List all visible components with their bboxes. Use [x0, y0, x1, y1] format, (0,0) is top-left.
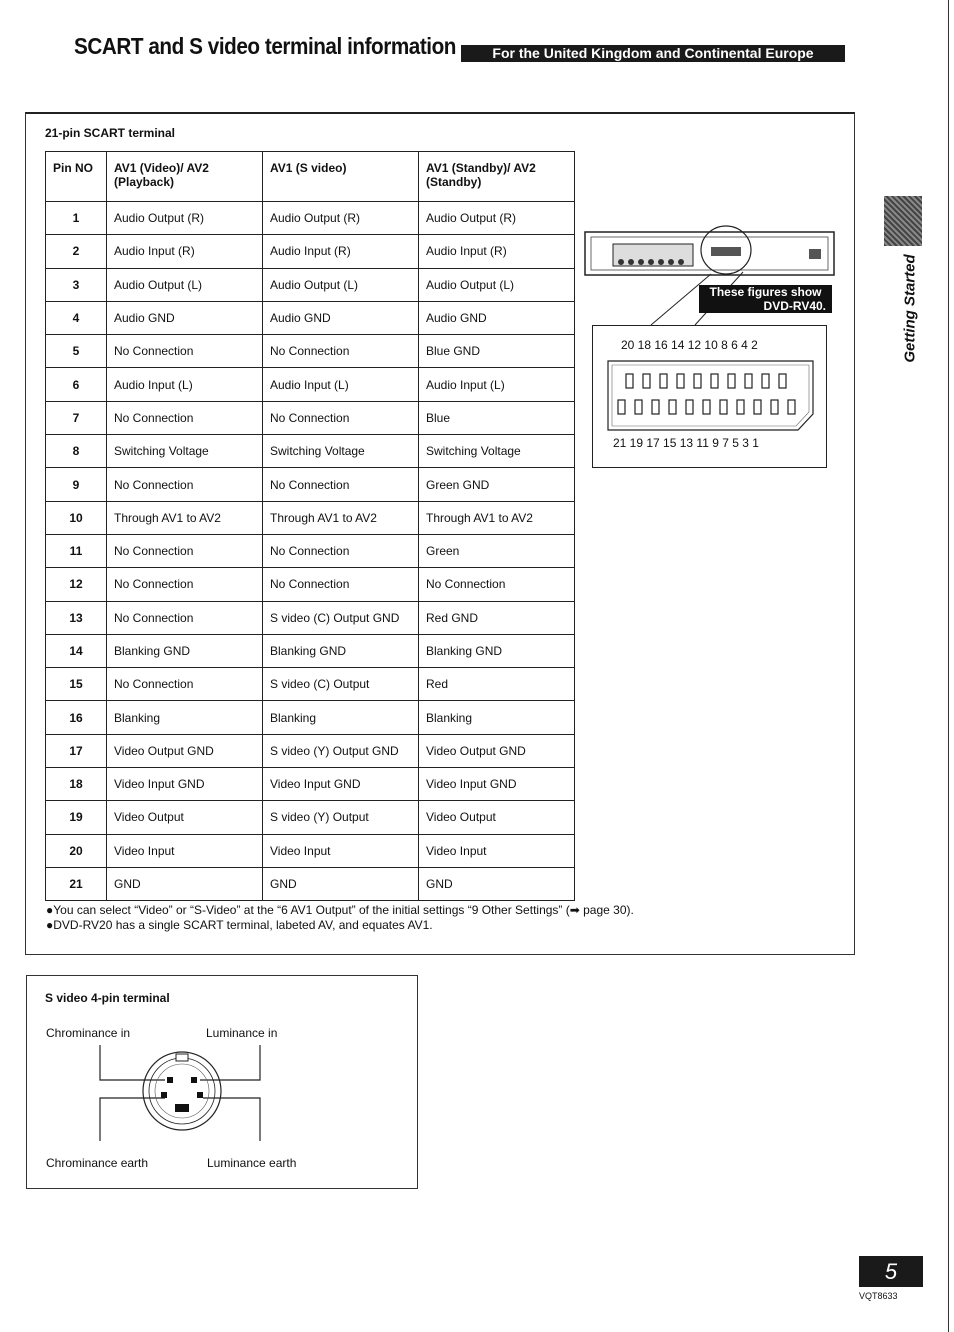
table-cell: Blue GND	[419, 335, 575, 368]
table-row	[46, 368, 575, 401]
table-cell: Blanking	[107, 701, 263, 734]
table-row	[46, 734, 575, 767]
table-cell: Through AV1 to AV2	[107, 501, 263, 534]
pin-numbers-bottom: 21 19 17 15 13 11 9 7 5 3 1	[613, 436, 759, 450]
table-row	[46, 701, 575, 734]
rear-panel-illustration	[583, 222, 838, 332]
pin-number-cell: 21	[46, 867, 107, 900]
pin-number-cell: 3	[46, 268, 107, 301]
pin-number-cell: 16	[46, 701, 107, 734]
pin-number-cell: 14	[46, 634, 107, 667]
table-cell: GND	[107, 867, 263, 900]
pin-number-cell: 7	[46, 401, 107, 434]
document-code: VQT8633	[859, 1291, 898, 1301]
table-cell: S video (C) Output	[263, 668, 419, 701]
table-row	[46, 401, 575, 434]
table-row	[46, 834, 575, 867]
page-edge-divider	[948, 0, 949, 1332]
table-cell: GND	[263, 867, 419, 900]
table-cell: No Connection	[107, 335, 263, 368]
table-cell: No Connection	[107, 568, 263, 601]
pin-number-cell: 12	[46, 568, 107, 601]
luminance-in-label: Luminance in	[206, 1026, 278, 1040]
table-cell: Audio Output (R)	[419, 202, 575, 235]
table-cell: No Connection	[107, 468, 263, 501]
table-cell: Audio Input (R)	[263, 235, 419, 268]
pin-number-cell: 1	[46, 202, 107, 235]
table-cell: Audio Input (R)	[107, 235, 263, 268]
svideo-heading: S video 4-pin terminal	[45, 991, 170, 1005]
table-cell: No Connection	[263, 568, 419, 601]
table-cell: Video Input GND	[263, 768, 419, 801]
table-row	[46, 634, 575, 667]
table-row	[46, 301, 575, 334]
table-row	[46, 235, 575, 268]
table-cell: Audio Input (L)	[419, 368, 575, 401]
table-row	[46, 268, 575, 301]
column-header-pin: Pin NO	[46, 152, 107, 202]
table-cell: Through AV1 to AV2	[263, 501, 419, 534]
table-cell: Blanking GND	[263, 634, 419, 667]
table-cell: No Connection	[107, 534, 263, 567]
table-cell: No Connection	[263, 468, 419, 501]
pin-number-cell: 2	[46, 235, 107, 268]
pin-number-cell: 18	[46, 768, 107, 801]
table-cell: Blue	[419, 401, 575, 434]
table-cell: Video Output	[419, 801, 575, 834]
table-cell: Green	[419, 534, 575, 567]
table-cell: Audio Input (R)	[419, 235, 575, 268]
table-cell: Audio Input (L)	[107, 368, 263, 401]
table-cell: Blanking GND	[107, 634, 263, 667]
chrominance-earth-label: Chrominance earth	[46, 1156, 149, 1170]
table-cell: Video Input	[419, 834, 575, 867]
table-cell: Blanking	[419, 701, 575, 734]
pin-number-cell: 19	[46, 801, 107, 834]
table-cell: Blanking	[263, 701, 419, 734]
table-cell: Video Input	[107, 834, 263, 867]
luminance-earth-label: Luminance earth	[207, 1156, 297, 1170]
pin-number-cell: 11	[46, 534, 107, 567]
table-row	[46, 668, 575, 701]
table-cell: No Connection	[107, 401, 263, 434]
pin-number-cell: 5	[46, 335, 107, 368]
scart-pin-table	[45, 151, 575, 901]
table-row	[46, 801, 575, 834]
table-row	[46, 534, 575, 567]
table-cell: Audio Output (R)	[107, 202, 263, 235]
pin-number-cell: 9	[46, 468, 107, 501]
table-row	[46, 202, 575, 235]
table-row	[46, 335, 575, 368]
table-cell: Green GND	[419, 468, 575, 501]
table-cell: Audio Output (R)	[263, 202, 419, 235]
pin-number-cell: 6	[46, 368, 107, 401]
footnote: ●You can select “Video” or “S-Video” at the “6 AV1 Output” of the initial settings “9 Other Settings” (➡ page 30).	[46, 903, 634, 917]
table-cell: S video (Y) Output	[263, 801, 419, 834]
pin-number-cell: 20	[46, 834, 107, 867]
table-cell: No Connection	[419, 568, 575, 601]
table-cell: Video Output GND	[107, 734, 263, 767]
table-row	[46, 468, 575, 501]
column-header-video: AV1 (Video)/ AV2 (Playback)	[107, 152, 263, 202]
table-cell: No Connection	[263, 401, 419, 434]
column-header-standby: AV1 (Standby)/ AV2 (Standby)	[419, 152, 575, 202]
table-row	[46, 601, 575, 634]
footnotes	[46, 903, 634, 933]
table-row	[46, 501, 575, 534]
table-cell: Video Input	[263, 834, 419, 867]
table-cell: No Connection	[263, 534, 419, 567]
table-header-row	[46, 152, 575, 202]
figure-callout: These figures show DVD-RV40.	[699, 285, 832, 313]
pin-number-cell: 4	[46, 301, 107, 334]
column-header-svideo: AV1 (S video)	[263, 152, 419, 202]
table-cell: Red GND	[419, 601, 575, 634]
table-cell: Audio Output (L)	[263, 268, 419, 301]
scart-pinout-diagram	[592, 325, 827, 468]
table-cell: Audio Input (L)	[263, 368, 419, 401]
scart-heading: 21-pin SCART terminal	[45, 126, 176, 140]
side-tab-label: Getting Started	[901, 254, 919, 363]
table-row	[46, 867, 575, 900]
table-cell: Video Input GND	[107, 768, 263, 801]
pin-number-cell: 10	[46, 501, 107, 534]
table-row	[46, 435, 575, 468]
pin-numbers-top: 20 18 16 14 12 10 8 6 4 2	[621, 338, 758, 352]
page-title: SCART and S video terminal information	[74, 33, 456, 59]
table-cell: Through AV1 to AV2	[419, 501, 575, 534]
table-cell: GND	[419, 867, 575, 900]
table-cell: Red	[419, 668, 575, 701]
table-row	[46, 768, 575, 801]
table-cell: Video Output GND	[419, 734, 575, 767]
svideo-connector-diagram	[95, 1043, 265, 1145]
table-cell: Switching Voltage	[107, 435, 263, 468]
side-tab-marker	[884, 196, 922, 246]
footnote: ●DVD-RV20 has a single SCART terminal, labeted AV, and equates AV1.	[46, 918, 433, 932]
table-cell: Video Output	[107, 801, 263, 834]
scart-connector-icon	[598, 356, 820, 434]
table-cell: Audio Output (L)	[419, 268, 575, 301]
pin-number-cell: 17	[46, 734, 107, 767]
table-cell: Audio GND	[263, 301, 419, 334]
pin-number-cell: 8	[46, 435, 107, 468]
table-cell: Switching Voltage	[419, 435, 575, 468]
table-cell: S video (C) Output GND	[263, 601, 419, 634]
chrominance-in-label: Chrominance in	[46, 1026, 131, 1040]
page-number: 5	[859, 1256, 923, 1287]
table-body	[46, 202, 575, 901]
pin-number-cell: 15	[46, 668, 107, 701]
table-cell: Audio Output (L)	[107, 268, 263, 301]
table-cell: No Connection	[107, 668, 263, 701]
table-cell: Audio GND	[107, 301, 263, 334]
table-cell: Audio GND	[419, 301, 575, 334]
pin-number-cell: 13	[46, 601, 107, 634]
region-banner: For the United Kingdom and Continental Europe	[461, 45, 845, 62]
table-cell: S video (Y) Output GND	[263, 734, 419, 767]
table-cell: No Connection	[263, 335, 419, 368]
table-row	[46, 568, 575, 601]
table-cell: Switching Voltage	[263, 435, 419, 468]
table-cell: Video Input GND	[419, 768, 575, 801]
table-cell: No Connection	[107, 601, 263, 634]
table-cell: Blanking GND	[419, 634, 575, 667]
